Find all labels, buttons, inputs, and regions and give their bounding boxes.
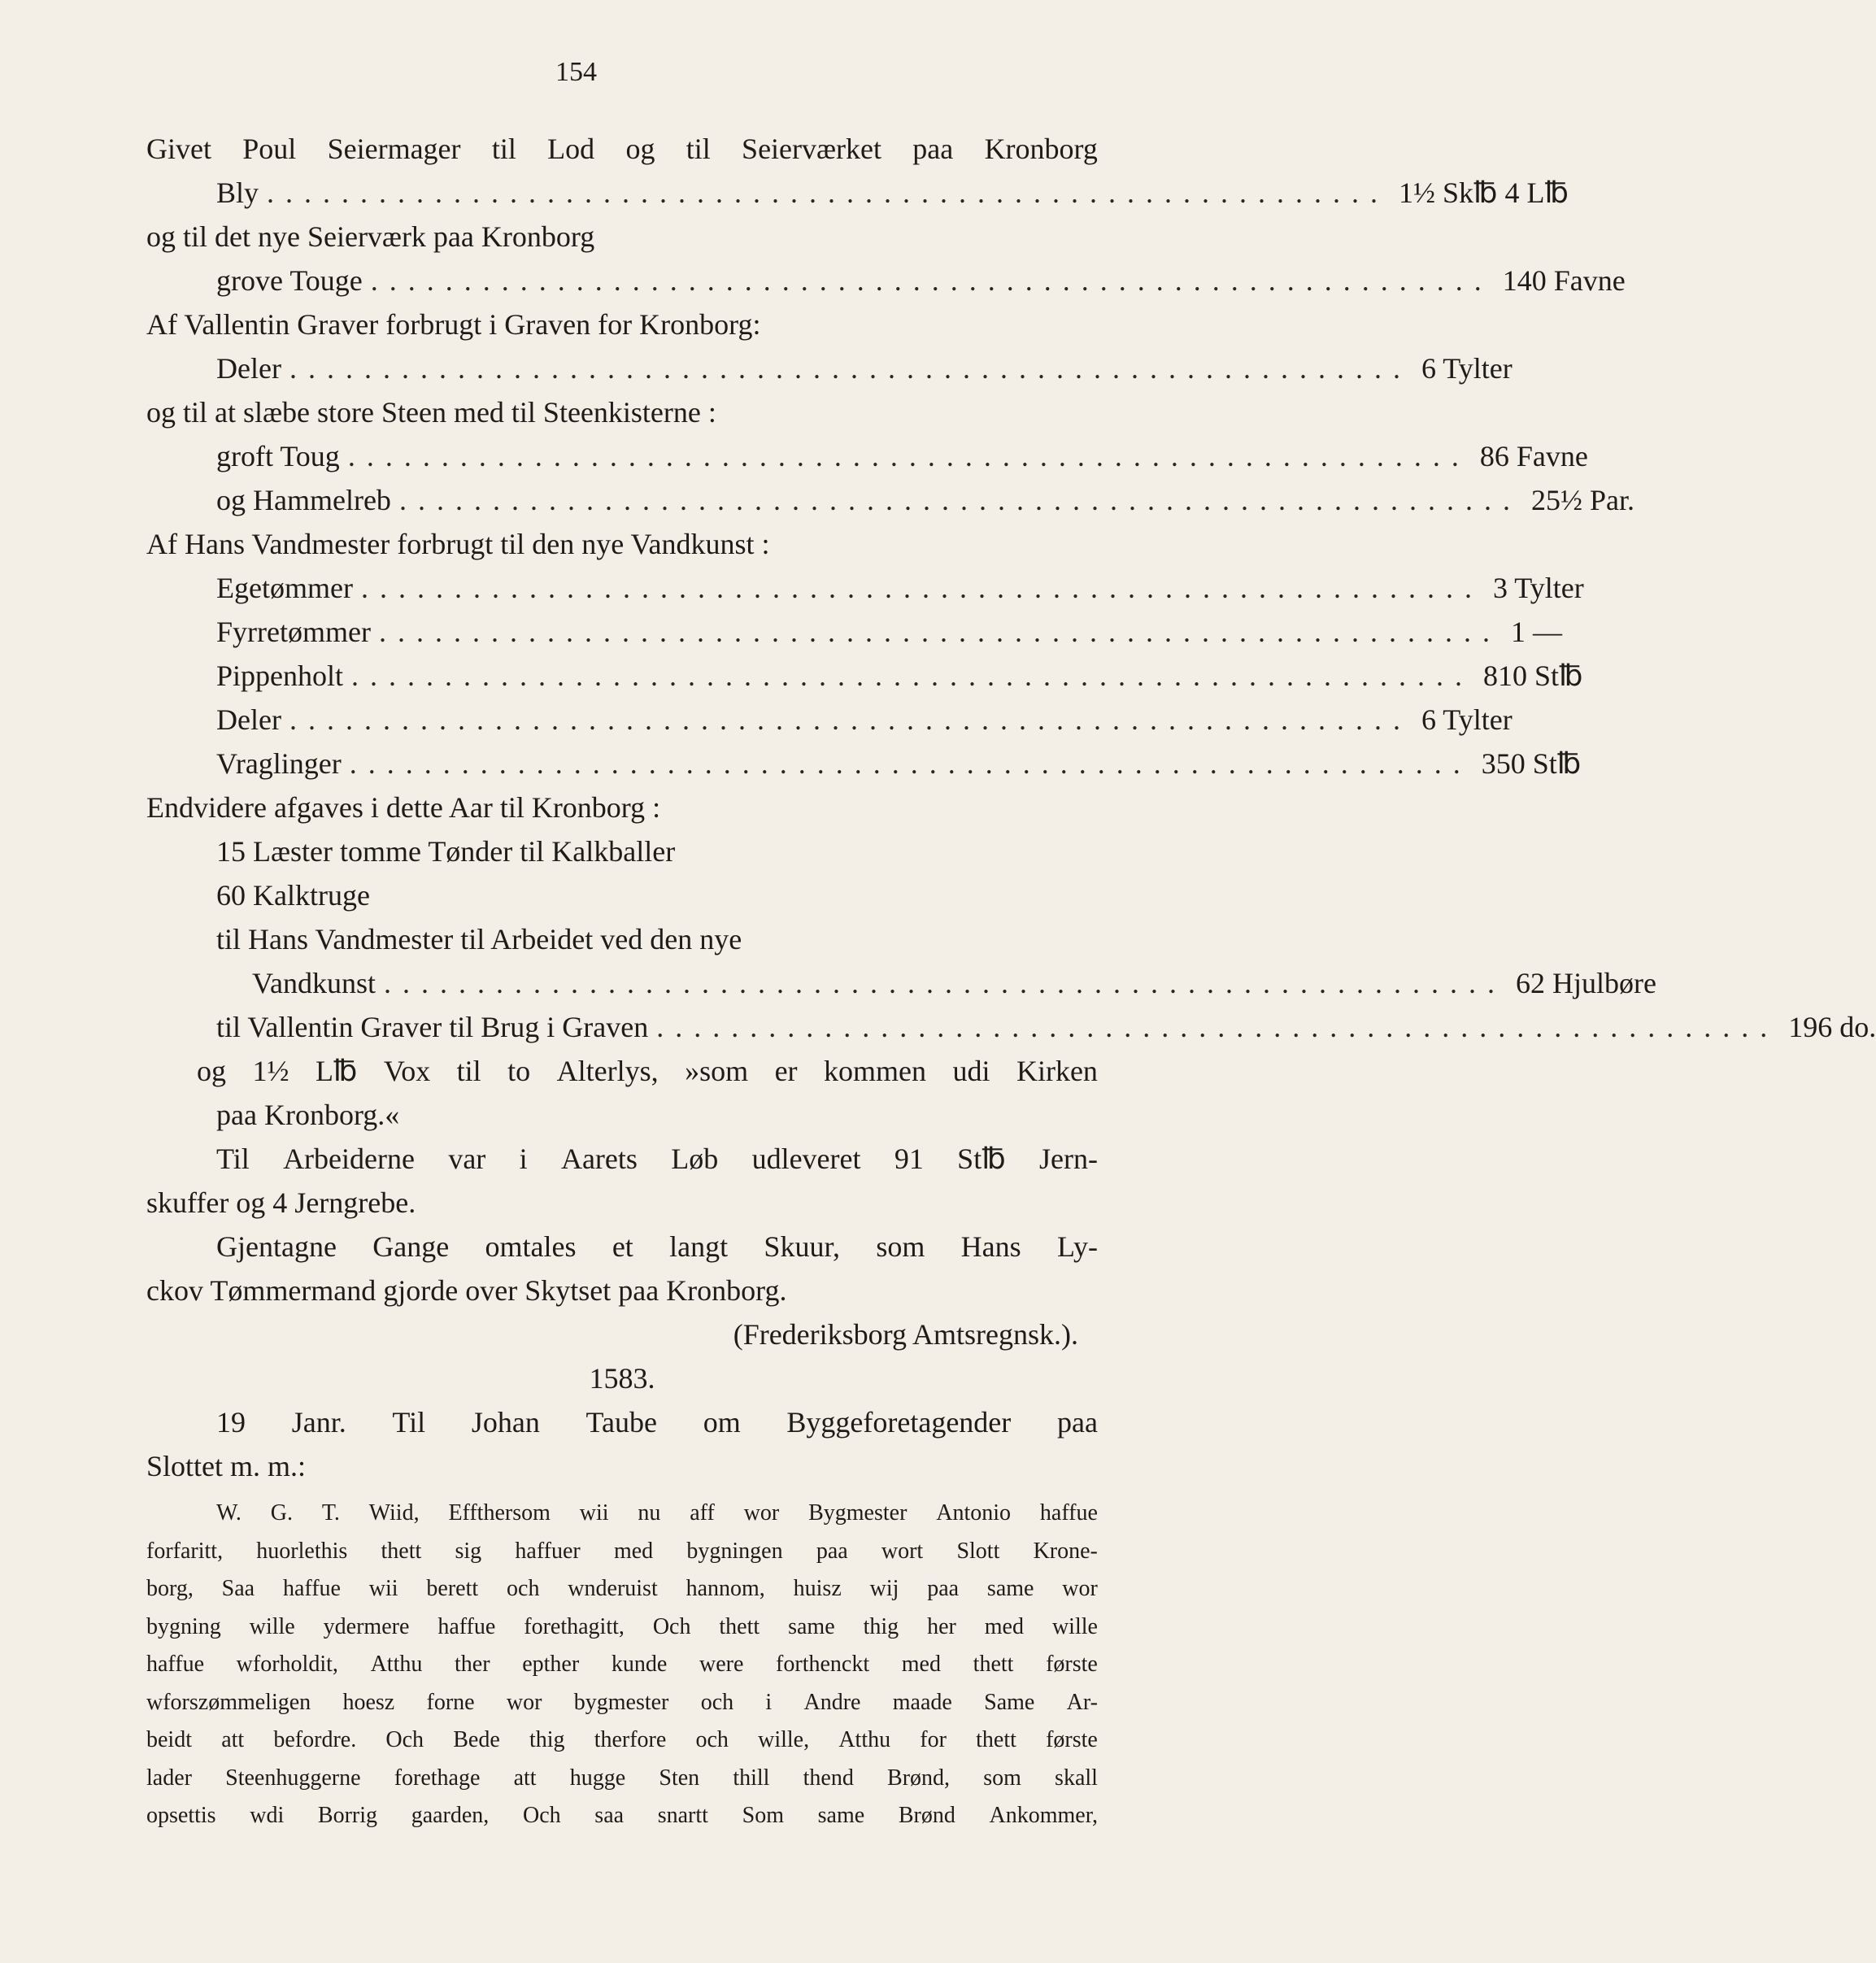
word: to: [507, 1055, 531, 1087]
letter-line: [146, 1684, 1098, 1722]
item-quantity: 6 Tylter: [1421, 352, 1513, 385]
leader-dots: ............................................................: [384, 967, 1506, 999]
word: wille: [1051, 1613, 1098, 1639]
item-quantity: 62 Hjulbøre: [1516, 967, 1656, 999]
word: epther: [522, 1652, 580, 1677]
word: et: [612, 1230, 633, 1263]
word: forethage: [394, 1765, 481, 1791]
word: aff: [690, 1500, 715, 1526]
word: og: [197, 1055, 226, 1087]
word: Taube: [585, 1406, 657, 1439]
item-quantity: 25½ Par.: [1530, 484, 1634, 516]
word: sig: [455, 1538, 482, 1564]
section-year: 1583.: [589, 1362, 655, 1395]
word: Atthu: [370, 1652, 423, 1677]
word: bygmester: [573, 1689, 669, 1715]
text-line: skuffer og 4 Jerngrebe.: [146, 1186, 416, 1219]
word: wdi: [250, 1803, 285, 1828]
item-label: grove Touge: [216, 264, 363, 297]
word: Gjentagne: [216, 1230, 337, 1263]
word: wille,: [758, 1727, 810, 1752]
word: Och: [522, 1803, 561, 1828]
word: nu: [638, 1500, 661, 1526]
word: Jern-: [1038, 1143, 1098, 1175]
word: haffue: [282, 1576, 341, 1601]
page-number: 154: [555, 57, 597, 87]
leader-dots: ............................................................: [349, 747, 1472, 780]
word: maade: [892, 1689, 952, 1715]
letter-line: [146, 1495, 1098, 1533]
word: och: [695, 1727, 729, 1752]
word: paa: [1056, 1406, 1098, 1439]
word: Janr.: [291, 1406, 346, 1439]
word: ther: [455, 1652, 490, 1677]
item-quantity: 6 Tylter: [1421, 703, 1513, 736]
word: Same: [984, 1689, 1035, 1715]
word: bygningen: [686, 1538, 783, 1564]
letter-line: [146, 1797, 1098, 1835]
word: som: [876, 1230, 925, 1263]
ledger-item: [146, 346, 1513, 390]
word: forfaritt,: [146, 1538, 224, 1564]
leader-dots: ............................................................: [398, 484, 1521, 516]
word: Atthu: [838, 1727, 891, 1752]
word: forthenckt: [776, 1652, 870, 1677]
word: Och: [385, 1727, 424, 1752]
letter-line: [146, 1760, 1098, 1798]
word: Seierværket: [742, 133, 881, 165]
text-line: [146, 1137, 1098, 1181]
ledger-item: [146, 566, 1584, 610]
item-label: Vandkunst: [252, 967, 376, 999]
word: Alterlys,: [556, 1055, 659, 1087]
text-line: ckov Tømmermand gjorde over Skytset paa Kronborg.: [146, 1274, 787, 1307]
word: att: [513, 1765, 537, 1791]
word: til: [491, 133, 516, 165]
word: Kronborg: [984, 133, 1098, 165]
word: forne: [426, 1689, 475, 1715]
word: borg,: [146, 1576, 194, 1601]
word: Skuur,: [764, 1230, 840, 1263]
leader-dots: ............................................................: [289, 352, 1412, 385]
word: Brønd,: [887, 1765, 951, 1791]
leader-dots: ............................................................: [360, 572, 1483, 604]
text-line: [146, 1225, 1098, 1269]
word: St℔: [957, 1143, 1006, 1175]
word: berett: [426, 1576, 479, 1601]
word: Slott: [956, 1538, 1000, 1564]
word: Sten: [659, 1765, 700, 1791]
item-label: Vraglinger: [216, 747, 342, 780]
word: G.: [270, 1500, 293, 1526]
word: som: [983, 1765, 1021, 1791]
word: udleveret: [751, 1143, 861, 1175]
text-line: og til at slæbe store Steen med til Steenkisterne :: [146, 396, 716, 429]
item-quantity: 3 Tylter: [1492, 572, 1584, 604]
word: wij: [869, 1576, 899, 1601]
word: lader: [146, 1765, 192, 1791]
item-quantity: 1½ Sk℔ 4 L℔: [1399, 176, 1569, 209]
word: kommen: [824, 1055, 926, 1087]
word: om: [703, 1406, 741, 1439]
leader-dots: ............................................................: [289, 703, 1412, 736]
text-line: paa Kronborg.«: [216, 1099, 400, 1131]
word: thig: [529, 1727, 565, 1752]
quoted-letter: [146, 1495, 1098, 1835]
main-text: [146, 127, 1876, 1835]
word: udi: [952, 1055, 990, 1087]
word: til: [686, 133, 711, 165]
word: wort: [881, 1538, 924, 1564]
text-line: [146, 1400, 1098, 1444]
word: same: [817, 1803, 865, 1828]
word: Andre: [803, 1689, 861, 1715]
word: Bede: [453, 1727, 500, 1752]
word: Til: [392, 1406, 426, 1439]
word: i: [765, 1689, 773, 1715]
word: Lod: [547, 133, 595, 165]
word: thett: [381, 1538, 422, 1564]
item-quantity: 350 St℔: [1481, 747, 1582, 780]
item-label: Deler: [216, 703, 281, 736]
text-line: [127, 1049, 1098, 1093]
word: Borrig: [317, 1803, 378, 1828]
word: forethagitt,: [524, 1613, 625, 1639]
ledger-item: [146, 259, 1626, 303]
word: Kirken: [1016, 1055, 1098, 1087]
text-line: 15 Læster tomme Tønder til Kalkballer: [216, 835, 676, 868]
word: Brønd: [898, 1803, 955, 1828]
leader-dots: ............................................................: [656, 1011, 1779, 1043]
ledger-item: [146, 742, 1582, 786]
word: 1½: [252, 1055, 289, 1087]
word: thett: [719, 1613, 760, 1639]
word: wor: [743, 1500, 780, 1526]
item-label: Fyrretømmer: [216, 616, 371, 648]
word: same: [788, 1613, 835, 1639]
word: kunde: [611, 1652, 668, 1677]
word: opsettis: [146, 1803, 216, 1828]
word: wor: [1062, 1576, 1098, 1601]
text-line: [146, 127, 1098, 171]
word: her: [927, 1613, 956, 1639]
word: hoesz: [342, 1689, 395, 1715]
word: thett: [976, 1727, 1016, 1752]
text-line: til Hans Vandmester til Arbeidet ved den nye: [216, 923, 742, 955]
word: Bygmester: [808, 1500, 908, 1526]
item-label: Deler: [216, 352, 281, 385]
word: T.: [321, 1500, 340, 1526]
word: i: [519, 1143, 528, 1175]
word: therfore: [594, 1727, 667, 1752]
word: thett: [973, 1652, 1014, 1677]
ledger-item: [146, 1005, 1876, 1049]
item-label: og Hammelreb: [216, 484, 391, 516]
leader-dots: ............................................................: [347, 440, 1470, 472]
item-label: Egetømmer: [216, 572, 353, 604]
word: var: [448, 1143, 486, 1175]
word: were: [699, 1652, 744, 1677]
item-label: til Vallentin Graver til Brug i Graven: [216, 1011, 649, 1043]
word: med: [984, 1613, 1024, 1639]
word: befordre.: [273, 1727, 357, 1752]
item-quantity: 86 Favne: [1479, 440, 1588, 472]
word: wforszømmeligen: [146, 1689, 311, 1715]
item-quantity: 196 do.: [1788, 1011, 1876, 1043]
word: bygning: [146, 1613, 221, 1639]
word: same: [986, 1576, 1034, 1601]
text-line: (Frederiksborg Amtsregnsk.).: [733, 1318, 1078, 1351]
word: Johan: [471, 1406, 540, 1439]
word: omtales: [485, 1230, 577, 1263]
word: til: [456, 1055, 481, 1087]
word: skall: [1055, 1765, 1098, 1791]
word: og: [625, 133, 655, 165]
word: L℔: [315, 1055, 358, 1087]
leader-dots: ............................................................: [378, 616, 1501, 648]
word: wii: [368, 1576, 398, 1601]
item-label: Bly: [216, 176, 259, 209]
word: med: [901, 1652, 941, 1677]
word: snartt: [657, 1803, 708, 1828]
item-label: groft Toug: [216, 440, 340, 472]
word: Poul: [242, 133, 297, 165]
word: med: [613, 1538, 654, 1564]
word: hugge: [569, 1765, 626, 1791]
word: och: [700, 1689, 734, 1715]
ledger-item: [146, 610, 1562, 654]
word: thill: [733, 1765, 770, 1791]
word: Seiermager: [327, 133, 461, 165]
ledger-item: [146, 434, 1588, 478]
word: paa: [912, 133, 954, 165]
word: Ar-: [1066, 1689, 1098, 1715]
leader-dots: ............................................................: [370, 264, 1493, 297]
item-label: Pippenholt: [216, 659, 344, 692]
word: Krone-: [1033, 1538, 1098, 1564]
word: wforholdit,: [236, 1652, 338, 1677]
word: langt: [669, 1230, 729, 1263]
item-quantity: 140 Favne: [1502, 264, 1626, 297]
word: Hans: [960, 1230, 1021, 1263]
word: paa: [816, 1538, 848, 1564]
ledger-item: [146, 171, 1569, 215]
letter-line: [146, 1608, 1098, 1647]
word: och: [507, 1576, 540, 1601]
word: haffuer: [515, 1538, 581, 1564]
word: Antonio: [936, 1500, 1012, 1526]
letter-line: [146, 1721, 1098, 1760]
word: haffue: [1039, 1500, 1098, 1526]
text-line: 60 Kalktruge: [216, 879, 370, 912]
word: wii: [579, 1500, 609, 1526]
word: Givet: [146, 133, 211, 165]
word: thig: [863, 1613, 899, 1639]
word: Effthersom: [448, 1500, 551, 1526]
word: wnderuist: [568, 1576, 658, 1601]
word: Aarets: [560, 1143, 638, 1175]
leader-dots: ............................................................: [351, 659, 1474, 692]
word: wor: [506, 1689, 542, 1715]
word: saa: [594, 1803, 625, 1828]
word: Gange: [372, 1230, 450, 1263]
word: huisz: [793, 1576, 842, 1601]
ledger-item: [146, 478, 1634, 522]
word: huorlethis: [256, 1538, 348, 1564]
word: beidt: [146, 1727, 192, 1752]
word: for: [920, 1727, 947, 1752]
ledger-item: [146, 654, 1583, 698]
ledger-item: [146, 698, 1513, 742]
word: gaarden,: [411, 1803, 490, 1828]
ledger-item: [146, 961, 1656, 1005]
word: første: [1046, 1727, 1098, 1752]
word: att: [221, 1727, 245, 1752]
word: Arbeiderne: [283, 1143, 415, 1175]
word: hannom,: [686, 1576, 765, 1601]
word: haffue: [437, 1613, 496, 1639]
word: wille: [249, 1613, 295, 1639]
text-line: Af Vallentin Graver forbrugt i Graven for Kronborg:: [146, 308, 761, 341]
word: Och: [652, 1613, 691, 1639]
text-line: Endvidere afgaves i dette Aar til Kronborg :: [146, 791, 661, 824]
word: Til: [216, 1143, 250, 1175]
word: Ankommer,: [989, 1803, 1098, 1828]
word: ydermere: [323, 1613, 410, 1639]
word: Wiid,: [368, 1500, 420, 1526]
word: er: [774, 1055, 798, 1087]
word: W.: [216, 1500, 242, 1526]
letter-line: [146, 1570, 1098, 1608]
word: 19: [216, 1406, 246, 1439]
letter-line: [146, 1533, 1098, 1571]
word: »som: [685, 1055, 749, 1087]
leader-dots: ............................................................: [267, 176, 1390, 209]
word: Steenhuggerne: [225, 1765, 361, 1791]
word: Vox: [383, 1055, 431, 1087]
text-line: Slottet m. m.:: [146, 1450, 307, 1482]
word: første: [1046, 1652, 1098, 1677]
word: haffue: [146, 1652, 204, 1677]
word: paa: [927, 1576, 960, 1601]
text-line: og til det nye Seierværk paa Kronborg: [146, 220, 595, 253]
word: thend: [803, 1765, 854, 1791]
word: 91: [894, 1143, 924, 1175]
item-quantity: 810 St℔: [1483, 659, 1583, 692]
word: Ly-: [1056, 1230, 1098, 1263]
word: Byggeforetagender: [786, 1406, 1012, 1439]
word: Saa: [221, 1576, 255, 1601]
text-line: Af Hans Vandmester forbrugt til den nye Vandkunst :: [146, 528, 770, 560]
letter-line: [146, 1646, 1098, 1684]
word: Løb: [671, 1143, 719, 1175]
item-quantity: 1 —: [1510, 616, 1562, 648]
word: Som: [742, 1803, 784, 1828]
